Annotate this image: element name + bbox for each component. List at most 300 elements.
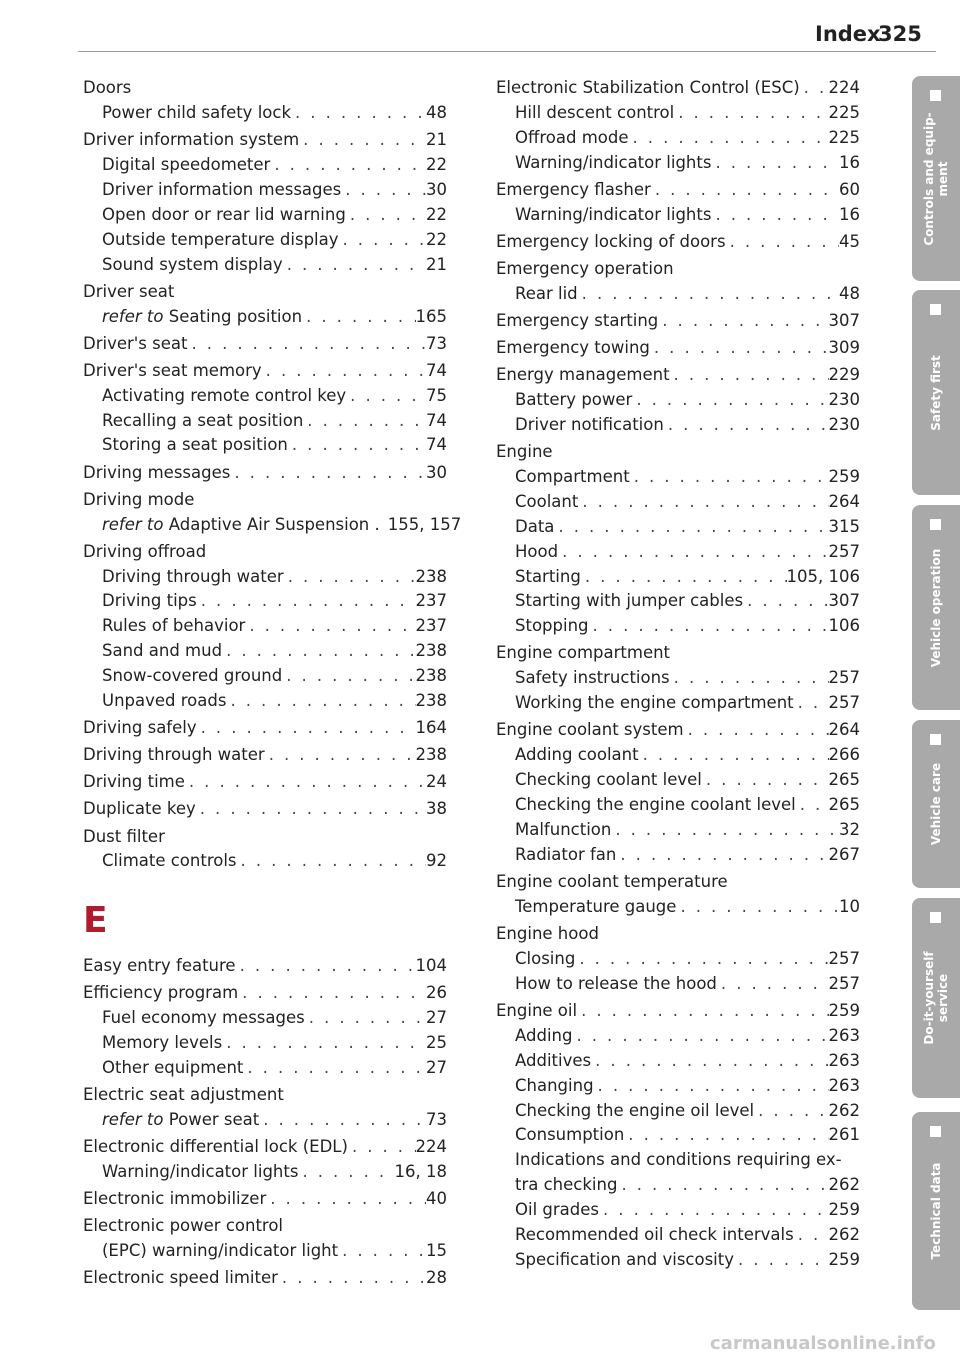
entry-label: Radiator fan <box>515 844 617 864</box>
dot-leader <box>589 614 829 639</box>
watermark: carmanualsonline.info <box>710 1333 936 1354</box>
dot-leader <box>624 1123 828 1148</box>
dot-leader <box>245 614 415 639</box>
page-reference[interactable]: 230 <box>828 390 860 409</box>
index-entry <box>496 922 860 947</box>
entry-label: Easy entry feature <box>83 956 236 976</box>
page-reference[interactable]: 164 <box>415 718 447 738</box>
index-subentry <box>496 743 860 768</box>
entry-text <box>496 870 728 895</box>
index-entry <box>496 230 860 255</box>
entry-text <box>102 1239 338 1264</box>
entry-label: Electronic power control <box>83 1216 284 1236</box>
dot-leader <box>236 954 416 979</box>
entry-label: Coolant <box>515 491 579 511</box>
entry-label: Power child safety lock <box>102 102 292 122</box>
entry-text <box>102 409 303 434</box>
dot-leader <box>230 461 426 486</box>
entry-text <box>83 743 265 768</box>
dot-leader <box>702 768 829 793</box>
entry-text <box>83 1187 266 1212</box>
entry-text <box>83 540 206 565</box>
entry-text <box>515 126 629 151</box>
entry-label: Driver seat <box>83 281 175 301</box>
entry-label: Adding <box>515 1025 573 1045</box>
entry-label: Rear lid <box>515 283 578 303</box>
page-reference[interactable]: 238 <box>415 566 447 586</box>
page-reference[interactable]: 16 <box>839 204 860 224</box>
chapter-tab[interactable] <box>912 505 960 710</box>
index-subentry <box>496 1223 860 1248</box>
dot-leader <box>664 413 829 438</box>
page-reference[interactable]: 16 <box>839 152 860 172</box>
entry-label: Engine hood <box>496 923 599 943</box>
entry-label: Driving time <box>83 772 185 792</box>
dot-leader <box>288 433 426 458</box>
entry-label: Driving mode <box>83 489 195 509</box>
index-column-left <box>83 76 462 1291</box>
page-reference[interactable]: 238 <box>415 691 447 711</box>
page-reference[interactable]: 238 <box>415 666 447 686</box>
page-reference[interactable]: 24 <box>426 772 447 792</box>
page-reference[interactable]: 45 <box>839 231 860 251</box>
entry-text <box>515 101 674 126</box>
entry-label: Driver's seat <box>83 333 188 353</box>
entry-text <box>83 716 197 741</box>
page-reference[interactable]: 266 <box>828 745 860 765</box>
page-reference[interactable]: 237 <box>415 616 447 636</box>
page-reference[interactable]: 48 <box>839 283 860 303</box>
dot-leader <box>670 363 829 388</box>
index-subentry <box>496 540 860 565</box>
entry-text <box>515 282 578 307</box>
entry-label: Driving through water <box>83 745 265 765</box>
page-reference[interactable]: 265 <box>828 770 860 790</box>
section-title: Index <box>815 22 881 46</box>
page-reference[interactable]: 40 <box>426 1189 447 1209</box>
entry-label: Changing <box>515 1075 594 1095</box>
entry-label: Specification and viscosity <box>515 1249 734 1269</box>
index-subentry <box>83 1056 447 1081</box>
index-subentry <box>83 1160 447 1185</box>
entry-text <box>102 203 346 228</box>
entry-text <box>515 614 589 639</box>
entry-text <box>83 797 196 822</box>
dot-leader <box>639 743 829 768</box>
index-entry <box>83 770 447 795</box>
page-reference[interactable]: 25 <box>426 1033 447 1053</box>
dot-leader <box>743 589 828 614</box>
page-reference[interactable]: 74 <box>426 435 447 455</box>
index-subentry <box>496 1074 860 1099</box>
entry-text <box>102 689 226 714</box>
index-entry <box>83 332 447 357</box>
dot-leader <box>282 664 415 689</box>
page-reference[interactable]: 267 <box>828 844 860 864</box>
index-entry <box>83 797 447 822</box>
entry-text <box>102 384 346 409</box>
page-reference[interactable]: 27 <box>426 1058 447 1078</box>
entry-text <box>102 639 222 664</box>
index-subentry <box>83 639 447 664</box>
dot-leader <box>341 178 426 203</box>
page-reference[interactable]: 75 <box>426 385 447 405</box>
page-reference[interactable]: 15 <box>426 1241 447 1261</box>
dot-leader <box>629 126 829 151</box>
entry-text <box>496 440 553 465</box>
page-reference[interactable]: 237 <box>415 591 447 611</box>
index-entry <box>83 461 447 486</box>
entry-label: Safety instructions <box>515 668 670 688</box>
entry-label: Fuel economy messages <box>102 1008 305 1028</box>
chapter-tab[interactable] <box>912 290 960 495</box>
dot-leader <box>187 332 426 357</box>
entry-label: Doors <box>83 78 132 97</box>
page-reference[interactable]: 32 <box>839 819 860 839</box>
page-reference[interactable]: 92 <box>426 851 447 871</box>
page-reference[interactable]: 30 <box>426 462 447 482</box>
entry-label: Storing a seat position <box>102 435 288 455</box>
page-reference[interactable]: 263 <box>828 1075 860 1095</box>
entry-label: Open door or rear lid warning <box>102 204 346 224</box>
entry-text <box>102 1160 298 1185</box>
page-reference[interactable]: 261 <box>828 1125 860 1145</box>
entry-text <box>515 768 702 793</box>
page-reference[interactable]: 104 <box>415 956 447 976</box>
index-subentry <box>496 490 860 515</box>
entry-text <box>496 76 800 101</box>
page-reference[interactable]: 259 <box>828 1200 860 1220</box>
header-divider <box>78 51 936 52</box>
page-reference[interactable]: 21 <box>426 254 447 274</box>
entry-label: How to release the hood <box>515 973 717 993</box>
entry-text <box>102 153 270 178</box>
dot-leader <box>338 1239 426 1264</box>
dot-leader <box>262 359 426 384</box>
page-reference[interactable]: 263 <box>828 1050 860 1070</box>
index-subentry <box>496 768 860 793</box>
index-entry <box>83 1214 447 1239</box>
index-subentry <box>496 1099 860 1124</box>
index-entry <box>83 716 447 741</box>
dot-leader <box>676 895 839 920</box>
entry-label: Additives <box>515 1050 592 1070</box>
entry-label: Adding coolant <box>515 745 639 765</box>
page-reference[interactable]: 229 <box>828 365 860 385</box>
page-reference[interactable]: 259 <box>828 1000 860 1020</box>
page-reference[interactable]: 264 <box>828 491 860 511</box>
square-bullet-icon <box>930 1126 941 1137</box>
entry-label: Electric seat adjustment <box>83 1085 284 1105</box>
entry-label: Starting <box>515 566 581 586</box>
dot-leader <box>243 1056 426 1081</box>
entry-text <box>83 1083 284 1108</box>
entry-text <box>515 1198 599 1223</box>
dot-leader <box>265 743 416 768</box>
page-reference[interactable]: 262 <box>828 1225 860 1245</box>
square-bullet-icon <box>930 304 941 315</box>
index-column-right <box>496 76 860 1273</box>
square-bullet-icon <box>930 519 941 530</box>
entry-label: Electronic speed limiter <box>83 1268 278 1288</box>
entry-text <box>83 461 230 486</box>
page-reference[interactable]: 22 <box>426 229 447 249</box>
page-reference[interactable]: 21 <box>426 130 447 149</box>
index-entry <box>83 1135 447 1160</box>
page-reference[interactable]: 74 <box>426 410 447 430</box>
entry-text <box>515 1123 624 1148</box>
index-subentry <box>496 465 860 490</box>
page-reference[interactable]: 26 <box>426 983 447 1003</box>
page-reference[interactable]: 262 <box>828 1175 860 1195</box>
dot-leader <box>222 1031 426 1056</box>
page-reference[interactable]: 257 <box>828 973 860 993</box>
dot-leader <box>305 1006 426 1031</box>
dot-leader <box>578 282 839 307</box>
dot-leader <box>616 843 828 868</box>
entry-label: Recalling a seat position <box>102 410 304 430</box>
entry-label: Unpaved roads <box>102 691 227 711</box>
chapter-tab[interactable] <box>912 76 960 281</box>
entry-label: Engine coolant system <box>496 720 684 740</box>
entry-text <box>515 947 575 972</box>
dot-leader <box>581 565 787 590</box>
entry-text <box>496 999 577 1024</box>
dot-leader <box>794 691 829 716</box>
index-subentry <box>83 203 447 228</box>
entry-text <box>515 1248 734 1273</box>
entry-text <box>102 228 339 253</box>
page-reference[interactable]: 224 <box>828 78 860 97</box>
entry-text <box>496 309 658 334</box>
entry-label: Driving tips <box>102 591 197 611</box>
entry-label: Data <box>515 516 555 536</box>
page-reference[interactable]: 60 <box>839 179 860 199</box>
chapter-tab-label: Technical data <box>929 1162 943 1260</box>
dot-leader <box>670 666 829 691</box>
entry-label: Efficiency program <box>83 983 239 1003</box>
index-entry <box>496 641 860 666</box>
entry-label: Oil grades <box>515 1200 599 1220</box>
index-subentry <box>496 1248 860 1273</box>
dot-leader <box>717 972 829 997</box>
page-reference[interactable]: 28 <box>426 1268 447 1288</box>
refer-to-label: refer to <box>102 1110 164 1130</box>
entry-text <box>515 1173 617 1198</box>
page-reference[interactable]: 309 <box>828 338 860 357</box>
entry-label: Emergency locking of doors <box>496 231 726 251</box>
entry-label: Power seat <box>168 1110 260 1130</box>
page-reference[interactable]: 257 <box>828 541 860 561</box>
page-reference[interactable]: 38 <box>426 799 447 819</box>
page-reference[interactable]: 74 <box>426 360 447 380</box>
index-entry <box>83 743 447 768</box>
entry-label: Energy management <box>496 365 670 385</box>
entry-text <box>515 1223 794 1248</box>
square-bullet-icon <box>930 734 941 745</box>
index-subentry <box>496 565 860 590</box>
entry-text <box>496 641 670 666</box>
entry-label: Emergency starting <box>496 310 659 330</box>
page-reference[interactable]: 230 <box>828 414 860 434</box>
entry-text <box>515 818 611 843</box>
dot-leader <box>283 253 426 278</box>
entry-label: Driver information messages <box>102 179 342 199</box>
entry-text <box>102 664 282 689</box>
page-reference[interactable]: 259 <box>828 1249 860 1269</box>
page-reference[interactable]: 73 <box>426 1110 447 1130</box>
chapter-tab[interactable] <box>912 1112 960 1310</box>
index-subentry <box>496 947 860 972</box>
index-subentry <box>496 895 860 920</box>
page-reference[interactable]: 257 <box>828 948 860 968</box>
entry-text <box>515 565 581 590</box>
chapter-tab-label: Do-it-yourself service <box>922 951 950 1045</box>
index-subentry <box>83 1006 447 1031</box>
page-reference[interactable]: 16, 18 <box>394 1162 447 1182</box>
page-reference[interactable]: 225 <box>828 127 860 147</box>
page-reference[interactable]: 265 <box>828 795 860 815</box>
page-reference[interactable]: 106 <box>828 616 860 636</box>
page-reference[interactable]: 30 <box>426 179 447 199</box>
index-entry <box>83 359 447 384</box>
dot-leader <box>726 230 839 255</box>
index-entry <box>83 280 447 305</box>
index-subentry <box>496 1198 860 1223</box>
page-reference[interactable]: 27 <box>426 1008 447 1028</box>
entry-label: Hood <box>515 541 559 561</box>
entry-text <box>83 1266 278 1291</box>
index-entry <box>83 1083 447 1108</box>
entry-label: Engine compartment <box>496 643 671 663</box>
dot-leader <box>711 151 839 176</box>
dot-leader <box>270 153 426 178</box>
entry-label: Checking the engine coolant level <box>515 795 796 815</box>
index-subentry <box>496 515 860 540</box>
square-bullet-icon <box>930 912 941 923</box>
index-subentry <box>496 1049 860 1074</box>
entry-label: Electronic Stabilization Control (ESC) <box>496 78 800 97</box>
entry-label: Stopping <box>515 616 589 636</box>
index-subentry <box>83 689 447 714</box>
page-reference[interactable]: 165 <box>415 306 447 326</box>
entry-text <box>102 433 288 458</box>
entry-label: Driving safely <box>83 718 197 738</box>
dot-leader <box>591 1049 828 1074</box>
index-entry <box>496 76 860 101</box>
dot-leader <box>237 849 426 874</box>
page-reference[interactable]: 224 <box>415 1137 447 1157</box>
entry-text <box>515 465 630 490</box>
entry-label: Starting with jumper cables <box>515 591 744 611</box>
index-subentry <box>496 1123 860 1148</box>
dot-leader <box>303 409 426 434</box>
entry-text <box>515 743 639 768</box>
entry-text <box>102 305 302 330</box>
entry-label: Working the engine compartment <box>515 693 794 713</box>
entry-text <box>102 101 291 126</box>
dot-leader <box>632 388 828 413</box>
index-letter-heading: E <box>83 900 108 942</box>
page-reference[interactable]: 225 <box>828 102 860 122</box>
index-subentry <box>83 101 447 126</box>
page-reference[interactable]: 257 <box>828 668 860 688</box>
entry-label: Digital speedometer <box>102 154 271 174</box>
entry-text <box>515 1099 754 1124</box>
page-reference[interactable]: 155, 157 <box>387 514 462 534</box>
page-reference[interactable]: 315 <box>828 516 860 536</box>
dot-leader <box>299 128 426 153</box>
page-reference[interactable]: 22 <box>426 204 447 224</box>
dot-leader <box>238 981 426 1006</box>
page-reference[interactable]: 259 <box>828 466 860 486</box>
page-reference[interactable]: 105, 106 <box>786 566 860 586</box>
index-subentry <box>83 409 447 434</box>
dot-leader <box>754 1099 828 1124</box>
entry-text <box>102 1108 259 1133</box>
page-reference[interactable]: 10 <box>839 896 860 916</box>
index-subentry <box>83 1239 447 1264</box>
dot-leader <box>348 1135 416 1160</box>
index-subentry <box>83 153 447 178</box>
entry-text <box>515 589 743 614</box>
page-reference[interactable]: 307 <box>828 591 860 611</box>
entry-text <box>102 253 283 278</box>
index-subentry <box>83 228 447 253</box>
page-reference[interactable]: 73 <box>426 333 447 353</box>
page-reference[interactable]: 264 <box>828 720 860 740</box>
chapter-tab-label: Controls and equip- ment <box>922 111 950 246</box>
index-subentry <box>83 433 447 458</box>
index-entry <box>496 718 860 743</box>
entry-text <box>515 1024 572 1049</box>
entry-label: Climate controls <box>102 851 237 871</box>
entry-text <box>102 1031 222 1056</box>
entry-text <box>515 972 717 997</box>
chapter-tab[interactable] <box>912 898 960 1098</box>
entry-text <box>496 230 726 255</box>
entry-label: Offroad mode <box>515 127 629 147</box>
entry-label: Sand and mud <box>102 641 223 661</box>
entry-text <box>496 336 650 361</box>
page-reference[interactable]: 48 <box>426 102 447 122</box>
page-reference[interactable]: 238 <box>415 641 447 661</box>
entry-text <box>83 488 194 513</box>
page-reference[interactable]: 257 <box>828 693 860 713</box>
entry-label: Engine <box>496 442 553 461</box>
dot-leader <box>674 101 828 126</box>
page-reference[interactable]: 22 <box>426 154 447 174</box>
dot-leader <box>572 1024 828 1049</box>
index-subentry <box>496 589 860 614</box>
refer-to-label: refer to <box>102 306 164 326</box>
index-subentry <box>83 1108 447 1133</box>
entry-text <box>102 513 380 538</box>
dot-leader <box>346 384 426 409</box>
entry-text <box>83 76 131 101</box>
index-subentry <box>83 384 447 409</box>
page-reference[interactable]: 238 <box>415 745 447 765</box>
page-reference[interactable]: 263 <box>828 1025 860 1045</box>
index-subentry <box>496 101 860 126</box>
page-reference[interactable]: 307 <box>828 310 860 330</box>
entry-text <box>83 359 262 384</box>
page-reference[interactable]: 262 <box>828 1100 860 1120</box>
index-subentry <box>496 972 860 997</box>
chapter-tab[interactable] <box>912 720 960 888</box>
index-subentry <box>496 282 860 307</box>
dot-leader <box>259 1108 426 1133</box>
